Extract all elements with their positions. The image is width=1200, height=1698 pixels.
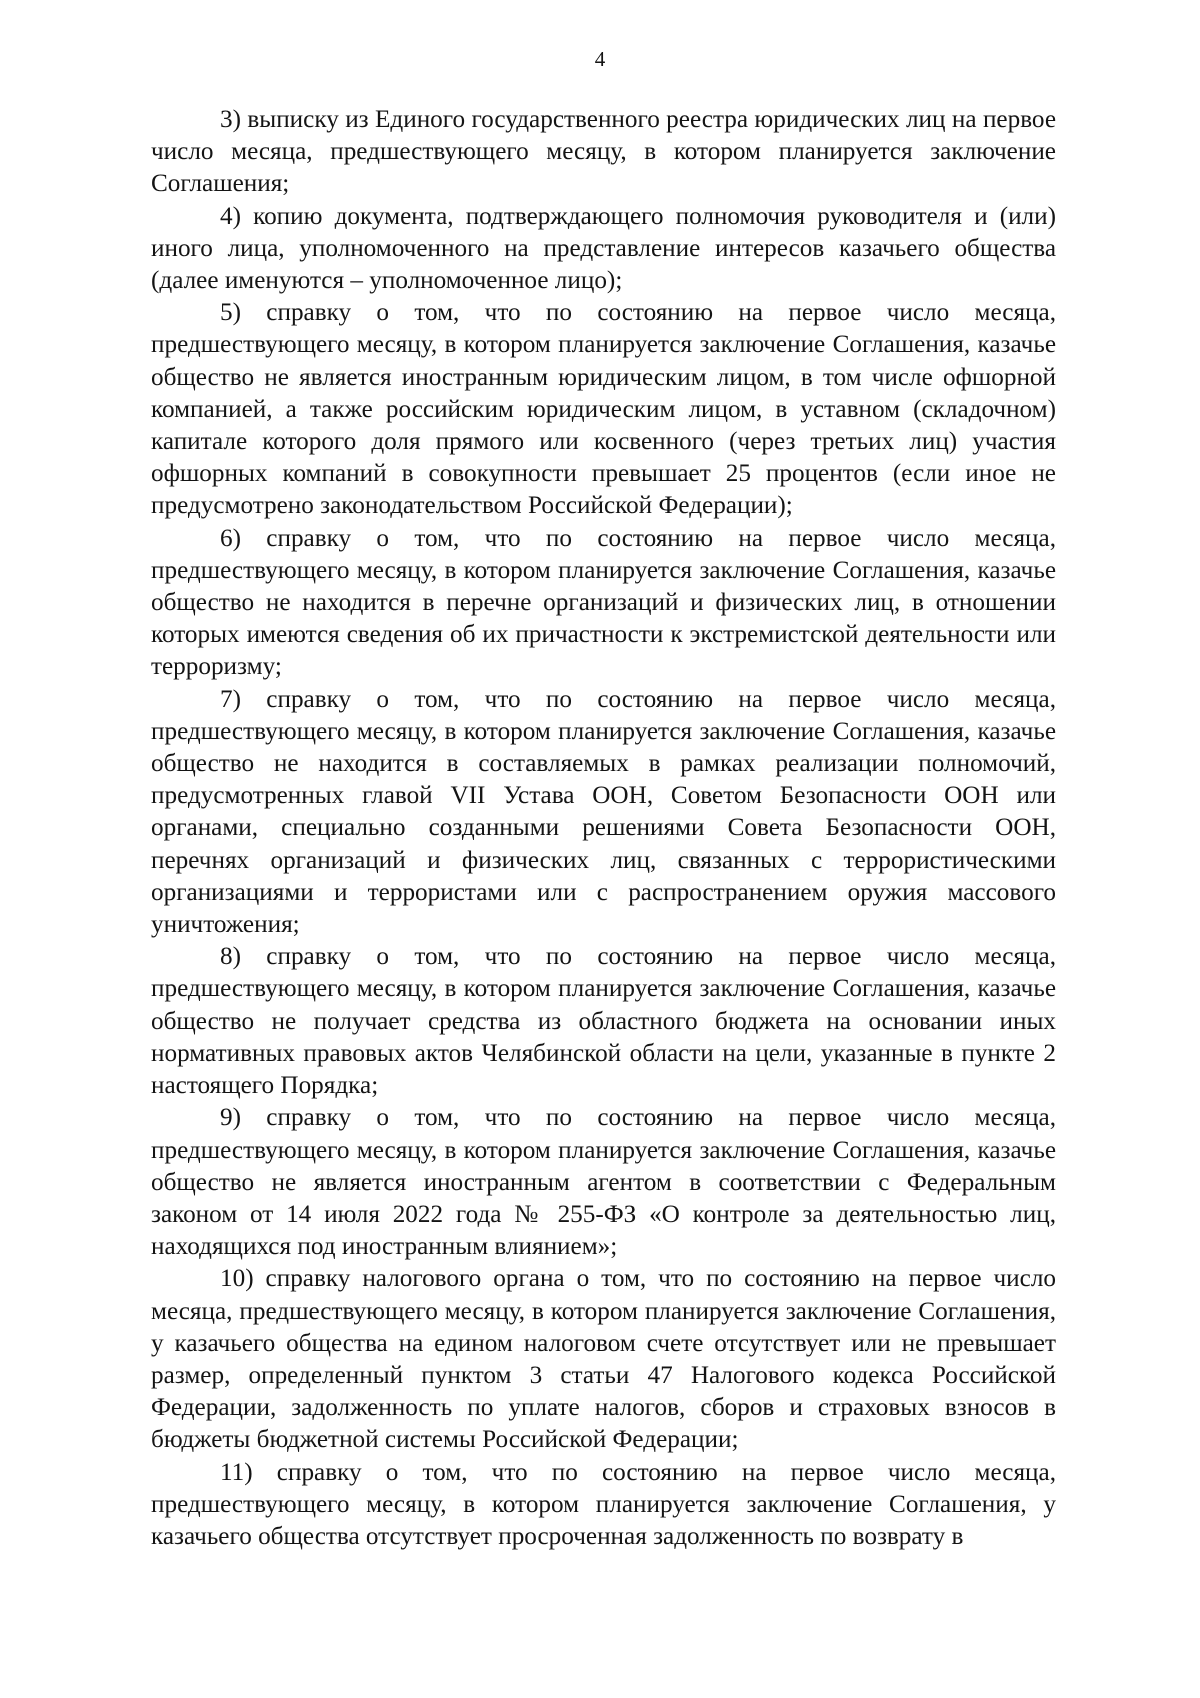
list-item: 11) справку о том, что по состоянию на первое число месяца, предшествующего месяцу, в котором планируется заключение Соглашения, у казачьего общества отсутствует просроченная задолженность по возврату в	[151, 1458, 1056, 1550]
list-item: 6) справку о том, что по состоянию на первое число месяца, предшествующего месяцу, в котором планируется заключение Соглашения, казачье общество не находится в перечне организаций и физических лиц, в отношении которых имеются сведения об их причастности к экстремистской деятельности или терроризму;	[151, 524, 1056, 681]
list-item: 3) выписку из Единого государственного реестра юридических лиц на первое число месяца, предшествующего месяцу, в котором планируется заключение Соглашения;	[151, 106, 1056, 198]
list-item: 4) копию документа, подтверждающего полномочия руководителя и (или) иного лица, уполномоченного на представление интересов казачьего общества (далее именуются – уполномоченное лицо);	[151, 202, 1056, 295]
list-item: 8) справку о том, что по состоянию на первое число месяца, предшествующего месяцу, в котором планируется заключение Соглашения, казачье общество не получает средства из областного бюджета на основании иных нормативных правовых актов Челябинской области на цели, указанные в пункте 2 настоящего Порядка;	[151, 943, 1056, 1100]
page-number: 4	[594, 47, 606, 71]
document-body	[151, 104, 1056, 1553]
list-item: 7) справку о том, что по состоянию на первое число месяца, предшествующего месяцу, в котором планируется заключение Соглашения, казачье общество не находится в составляемых в рамках реализации полномочий, предусмотренных главой VII Устава ООН, Советом Безопасности ООН или органами, специально созданными решениями Совета Безопасности ООН, перечнях организаций и физических лиц, связанных с террористическими организациями и террористами или с распространением оружия массового уничтожения;	[151, 685, 1056, 939]
list-item: 10) справку налогового органа о том, что по состоянию на первое число месяца, предшествующего месяцу, в котором планируется заключение Соглашения, у казачьего общества на едином налоговом счете отсутствует или не превышает размер, определенный пунктом 3 статьи 47 Налогового кодекса Российской Федерации, задолженность по уплате налогов, сборов и страховых взносов в бюджеты бюджетной системы Российской Федерации;	[151, 1265, 1056, 1454]
list-item: 9) справку о том, что по состоянию на первое число месяца, предшествующего месяцу, в котором планируется заключение Соглашения, казачье общество не является иностранным агентом в соответствии с Федеральным законом от 14 июля 2022 года № 255-ФЗ «О контроле за деятельностью лиц, находящихся под иностранным влиянием»;	[151, 1104, 1056, 1261]
list-item: 5) справку о том, что по состоянию на первое число месяца, предшествующего месяцу, в котором планируется заключение Соглашения, казачье общество не является иностранным юридическим лицом, в том числе офшорной компанией, а также российским юридическим лицом, в уставном (складочном) капитале которого доля прямого или косвенного (через третьих лиц) участия офшорных компаний в совокупности превышает 25 процентов (если иное не предусмотрено законодательством Российской Федерации);	[151, 299, 1056, 520]
